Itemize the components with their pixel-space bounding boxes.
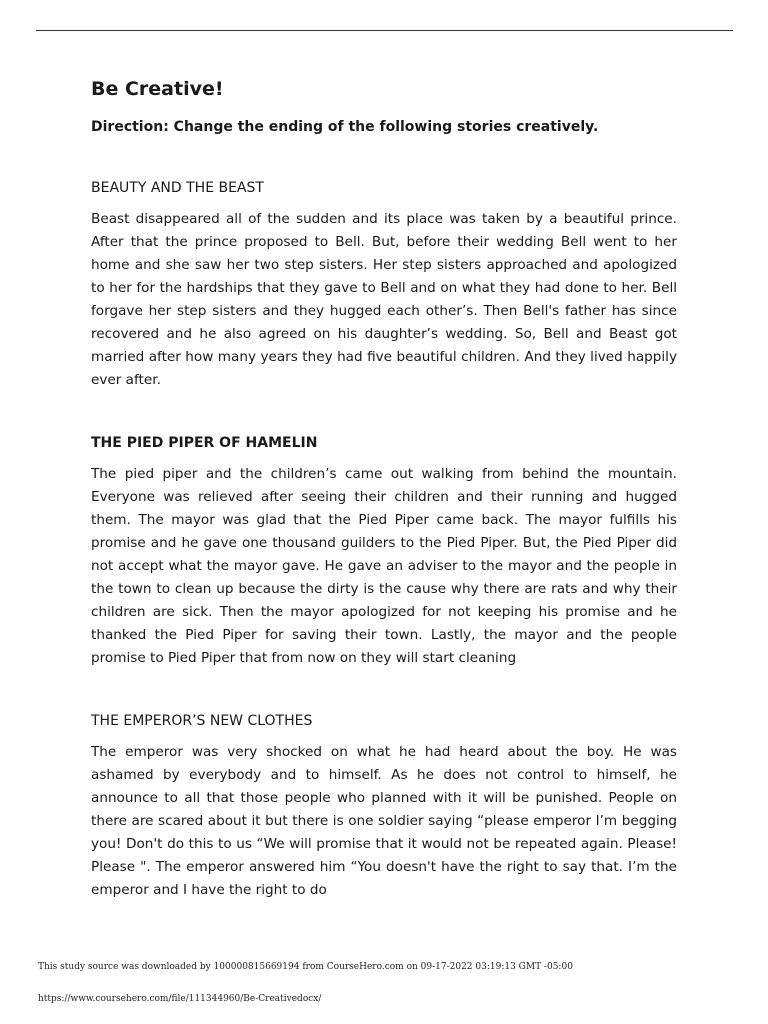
direction-text: Direction: Change the ending of the following stories creatively. (91, 119, 599, 135)
story-heading-beauty-and-the-beast: BEAUTY AND THE BEAST (91, 180, 264, 196)
top-rule (36, 30, 733, 31)
story-heading-pied-piper: THE PIED PIPER OF HAMELIN (91, 435, 318, 451)
document-title: Be Creative! (91, 78, 224, 100)
source-url: https://www.coursehero.com/file/111344960/Be-Creativedocx/ (38, 994, 322, 1004)
document-content (91, 75, 677, 902)
story-body-beauty-and-the-beast: Beast disappeared all of the sudden and its place was taken by a beautiful prince. After that the prince proposed to Bell. But, before their wedding Bell went to her home and she saw her two step sisters. Her step sisters approached and apologized to her for the hardships that they gave to Bell and on what they had done to her. Bell forgave her step sisters and they hugged each other’s. Then Bell's father has since recovered and he also agreed on his daughter’s wedding. So, Bell and Beast got married after how many years they had five beautiful children. And they lived happily ever after. (91, 211, 677, 388)
download-notice: This study source was downloaded by 100000815669194 from CourseHero.com on 09-17-2022 03:19:13 GMT -05:00 (38, 962, 573, 972)
story-heading-emperors-new-clothes: THE EMPEROR’S NEW CLOTHES (91, 713, 313, 729)
story-body-emperors-new-clothes: The emperor was very shocked on what he had heard about the boy. He was ashamed by everybody and to himself. As he does not control to himself, he announce to all that those people who planned with it will be punished. People on there are scared about it but there is one soldier saying “please emperor I’m begging you! Don't do this to us “We will promise that it would not be repeated again. Please! Please ". The emperor answered him “You doesn't have the right to say that. I’m the emperor and I have the right to do (91, 744, 677, 898)
story-body-pied-piper: The pied piper and the children’s came out walking from behind the mountain. Everyone was relieved after seeing their children and their running and hugged them. The mayor was glad that the Pied Piper came back. The mayor fulfills his promise and he gave one thousand guilders to the Pied Piper. But, the Pied Piper did not accept what the mayor gave. He gave an adviser to the mayor and the people in the town to clean up because the dirty is the cause why there are rats and why their children are sick. Then the mayor apologized for not keeping his promise and he thanked the Pied Piper for saving their town. Lastly, the mayor and the people promise to Pied Piper that from now on they will start cleaning (91, 466, 677, 666)
